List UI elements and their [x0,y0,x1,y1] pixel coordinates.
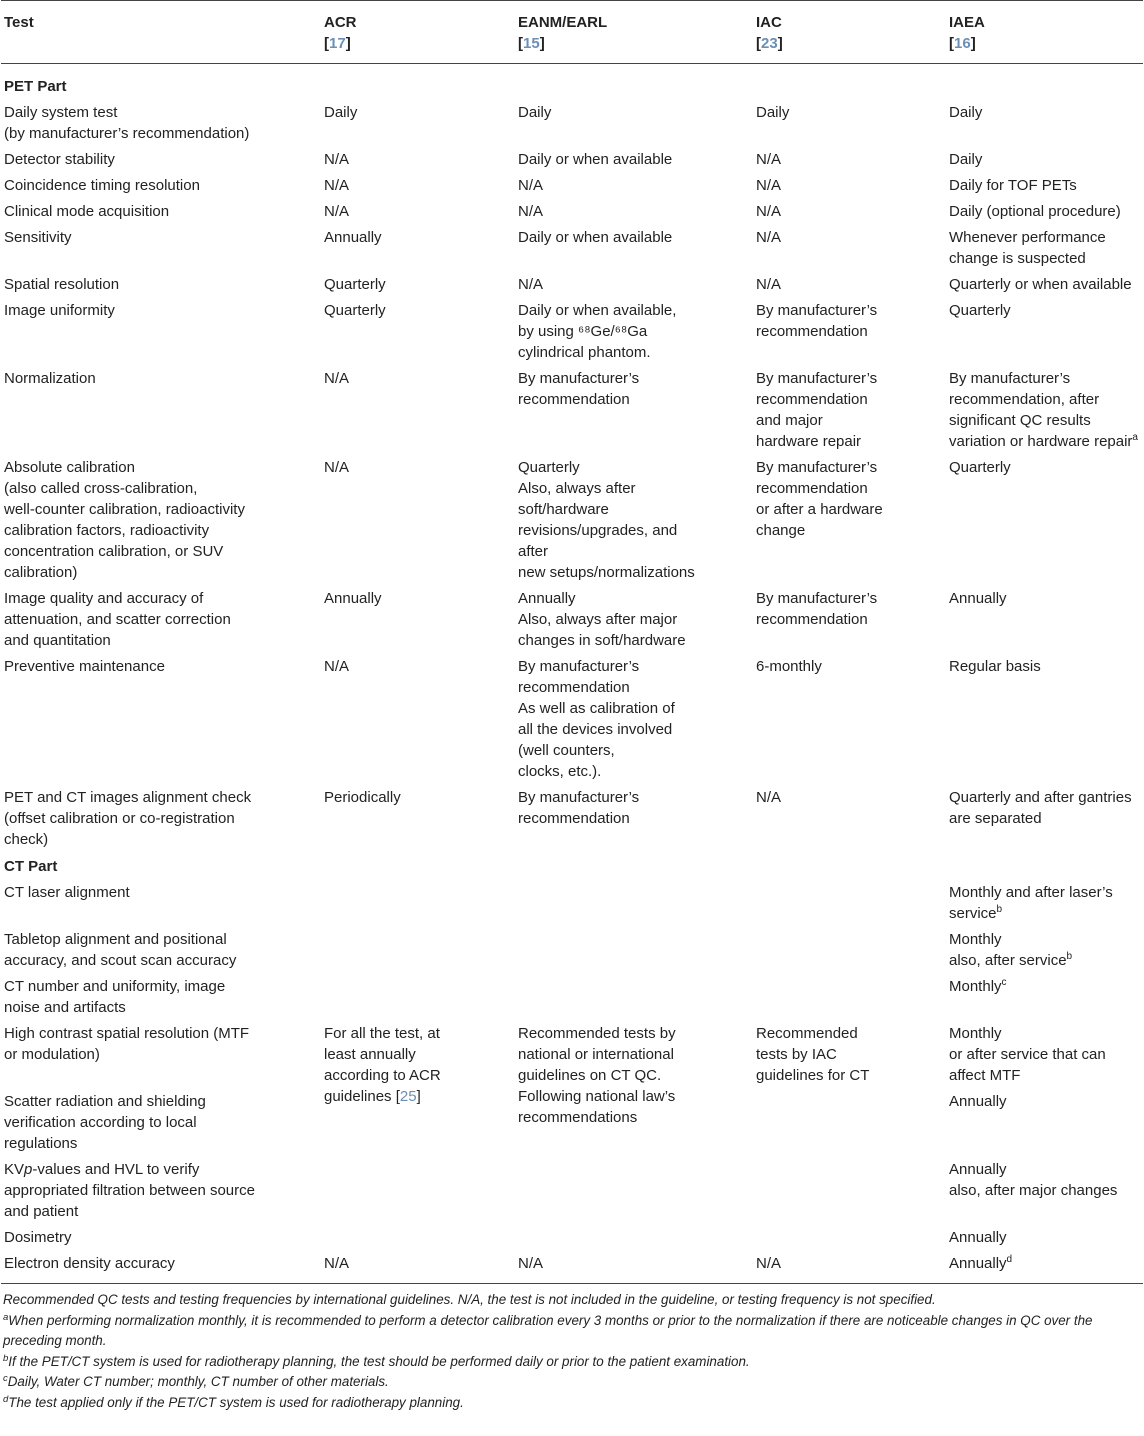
ref-link-23[interactable]: 23 [761,35,778,52]
cell-acr: N/A [321,1250,515,1284]
table-row [1,1250,1143,1284]
header-test: Test [1,1,321,64]
cell-iaea: Daily [949,151,983,168]
cell-acr [321,1224,515,1250]
cell-test: Electron density accuracy [1,1250,321,1284]
cell-iac: By manufacturer’s recommendation [756,590,878,628]
cell-test: Coincidence timing resolution [4,177,200,194]
cell-eanm: Annually Also, always after major changes in soft/hardware [518,590,686,649]
cell-test: Image uniformity [4,302,115,319]
cell-test: Scatter radiation and shielding verification according to local regulations [4,1093,206,1152]
qc-guidelines-table [1,0,1143,1284]
footnote-ref-a: a [1132,432,1138,443]
cell-iac [753,879,946,926]
ref-link-16[interactable]: 16 [954,35,971,52]
cell-test: Spatial resolution [4,276,120,293]
table-row [1,973,1143,1020]
cell-test: KVp-values and HVL to verify appropriated filtration between source and patient [4,1161,255,1220]
table-row [1,454,1143,585]
cell-iaea: Monthly or after service that can affect MTF [949,1025,1106,1084]
cell-eanm: N/A [518,276,544,293]
cell-iac: N/A [756,789,782,806]
table-row [1,1224,1143,1250]
cell-test: Detector stability [4,151,115,168]
cell-acr: Quarterly [324,276,386,293]
cell-iaea: Annually [949,1229,1007,1246]
cell-iac: By manufacturer’s recommendation or after a hardware change [756,459,883,539]
footnote-d [3,1393,1140,1414]
section-title-pet: PET Part [4,78,67,95]
table-row [1,926,1143,973]
cell-iac: 6-monthly [756,658,822,675]
cell-iaea: Quarterly and after gantries are separated [949,789,1132,827]
cell-test: Preventive maintenance [4,658,165,675]
cell-eanm: By manufacturer’s recommendation [518,789,640,827]
header-iaea: IAEA [16] [946,1,1143,64]
cell-iac: By manufacturer’s recommendation and major hardware repair [756,370,878,450]
section-title-ct: CT Part [4,858,58,875]
table-row [1,585,1143,653]
table-row [1,653,1143,784]
cell-iac: N/A [756,203,782,220]
footnote-text-d: The test applied only if the PET/CT system is used for radiotherapy planning. [8,1394,464,1410]
cell-eanm: Daily or when available [518,151,673,168]
cell-test: CT laser alignment [4,884,130,901]
table-row [1,365,1143,454]
ref-link-17[interactable]: 17 [329,35,346,52]
cell-eanm: N/A [518,177,544,194]
cell-acr-ct-merged: For all the test, at least annually according to ACR guidelines [25] [324,1025,441,1105]
footnote-ref-c: c [1001,977,1007,988]
table-row [1,879,1143,926]
cell-iaea: Quarterly or when available [949,276,1132,293]
cell-test: PET and CT images alignment check (offset calibration or co-registration check) [4,789,252,848]
footnote-caption: Recommended QC tests and testing frequencies by international guidelines. N/A, the test is not included in the guideline, or testing frequency is not specified. [3,1292,936,1307]
table-row [1,198,1143,224]
cell-acr [321,879,515,926]
header-eanm-name: EANM/EARL [518,14,608,31]
cell-eanm [515,1224,753,1250]
cell-iac: N/A [756,276,782,293]
header-iac-name: IAC [756,14,782,31]
cell-iac: N/A [756,151,782,168]
cell-iac [753,973,946,1020]
cell-acr: N/A [324,459,350,476]
cell-iaea: Annually$^d$ [946,1250,1143,1284]
table-row [1,146,1143,172]
cell-test: Absolute calibration (also called cross-calibration, well-counter calibration, radioactivity calibration factors, radioactivity concentration calibration, or SUV calibration) [4,459,245,581]
cell-iaea: Quarterly [949,459,1011,476]
cell-test: Normalization [4,370,96,387]
cell-acr: N/A [324,177,350,194]
cell-iaea: Daily for TOF PETs [949,177,1077,194]
cell-iac: Daily [756,104,790,121]
cell-eanm: By manufacturer’s recommendation [518,370,640,408]
header-acr: ACR [17] [321,1,515,64]
footnote-mark-a: a [3,1311,9,1323]
cell-iaea: Monthly and after laser’s service$^b$ [949,884,1113,922]
footnote-mark-b: b [3,1352,9,1364]
cell-test: Image quality and accuracy of attenuation, and scatter correction and quantitation [4,590,231,649]
cell-acr: Daily [324,104,358,121]
cell-acr: N/A [324,658,350,675]
table-row [1,224,1143,271]
cell-acr: N/A [324,370,350,387]
cell-eanm: Quarterly Also, always after soft/hardware revisions/upgrades, and after new setups/normalizations [518,459,695,581]
table-row [1,99,1143,146]
cell-test: Sensitivity [4,229,72,246]
cell-eanm [515,973,753,1020]
cell-test: CT number and uniformity, image noise and artifacts [4,978,226,1016]
cell-eanm: Daily or when available, by using ⁶⁸Ge/⁶⁸Ga cylindrical phantom. [518,302,677,361]
footnote-text-a: When performing normalization monthly, it is recommended to perform a detector calibration every 3 months or prior to the normalization if there are noticeable changes in QC over the preceding month. [3,1312,1093,1348]
footnote-mark-c: c [3,1373,8,1384]
cell-eanm: By manufacturer’s recommendation As well as calibration of all the devices involved (well counters, clocks, etc.). [518,658,675,780]
ref-link-15[interactable]: 15 [523,35,540,52]
cell-acr: N/A [324,203,350,220]
cell-iaea: By manufacturer’s recommendation, after significant QC results variation or hardware repair$^a$ [949,370,1138,450]
cell-eanm: Daily or when available [518,229,673,246]
table-body [1,64,1143,1284]
cell-test: High contrast spatial resolution (MTF or modulation) [4,1025,250,1063]
cell-iaea: Monthly$^c$ [949,977,1007,995]
cell-acr [321,926,515,973]
cell-test: Clinical mode acquisition [4,203,170,220]
cell-acr: Annually [324,229,382,246]
cell-iaea: Regular basis [949,658,1041,675]
footnote-ref-b: b [996,904,1003,915]
cell-iaea: Whenever performance change is suspected [949,229,1106,267]
cell-eanm: N/A [515,1250,753,1284]
cell-iaea: Quarterly [949,302,1011,319]
cell-iaea: Annually also, after major changes [949,1161,1118,1199]
footnote-ref-d: d [1006,1254,1013,1265]
table-row [1,297,1143,365]
cell-iac-ct-merged: Recommended tests by IAC guidelines for CT [756,1025,870,1084]
cell-eanm-ct-merged: Recommended tests by national or international guidelines on CT QC. Following national law’s recommendations [518,1025,676,1126]
cell-eanm: Daily [518,104,552,121]
section-row-ct [1,852,1143,879]
table-row [1,172,1143,198]
cell-iaea: Monthly also, after service$^b$ [949,931,1073,969]
cell-iac [753,926,946,973]
cell-acr: N/A [324,151,350,168]
cell-acr: Annually [324,590,382,607]
table-row [1,271,1143,297]
header-iac: IAC [23] [753,1,946,64]
table-row [1,784,1143,852]
cell-acr [321,973,515,1020]
section-row-pet [1,64,1143,100]
cell-iaea: Daily [949,104,983,121]
footnote-mark-d: d [3,1393,9,1405]
cell-iac: N/A [753,1250,946,1284]
footnote-a [3,1311,1140,1352]
cell-test: Dosimetry [4,1229,72,1246]
ref-link-25[interactable]: 25 [399,1088,417,1105]
cell-acr: Quarterly [324,302,386,319]
footnote-text-b: If the PET/CT system is used for radiotherapy planning, the test should be performed daily or prior to the patient examination. [8,1353,750,1369]
table-header-row [1,1,1143,64]
cell-iac: By manufacturer’s recommendation [756,302,878,340]
header-acr-name: ACR [324,14,357,31]
footnote-ref-b: b [1066,951,1073,962]
table-footnotes [0,1284,1144,1413]
table-row [1,1020,1143,1088]
cell-iac: N/A [756,177,782,194]
cell-iaea: Annually [949,1093,1007,1110]
cell-eanm [515,926,753,973]
footnote-c [3,1372,1140,1393]
cell-iaea: Annually [949,590,1007,607]
cell-iaea: Daily (optional procedure) [949,203,1121,220]
cell-acr: Periodically [324,789,401,806]
footnote-b [3,1352,1140,1373]
cell-iac [753,1224,946,1250]
cell-test: Daily system test (by manufacturer’s recommendation) [4,104,250,142]
footnote-text-c: Daily, Water CT number; monthly, CT number of other materials. [7,1374,389,1389]
cell-eanm [515,879,753,926]
cell-test: Tabletop alignment and positional accuracy, and scout scan accuracy [4,931,237,969]
cell-iac: N/A [756,229,782,246]
header-eanm: EANM/EARL [15] [515,1,753,64]
header-iaea-name: IAEA [949,14,985,31]
cell-eanm: N/A [518,203,544,220]
